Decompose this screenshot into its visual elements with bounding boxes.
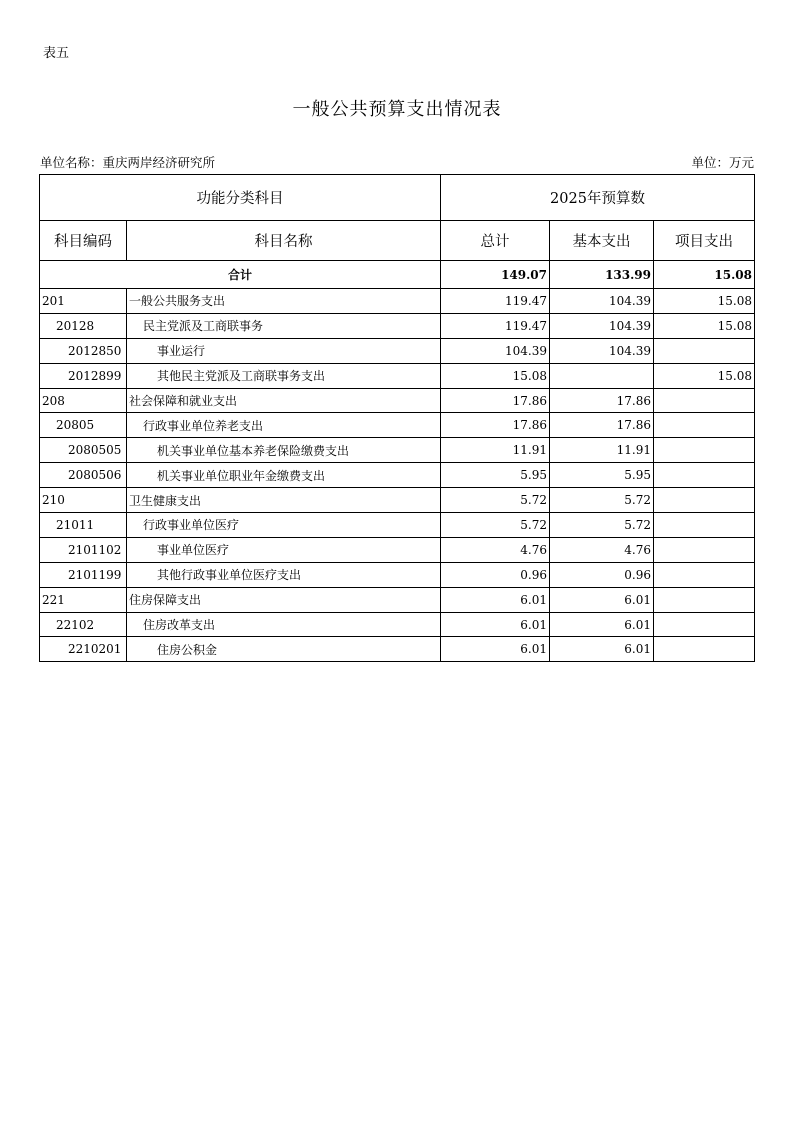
total-project: 15.08 <box>654 261 755 289</box>
row-project <box>654 637 755 662</box>
row-basic: 0.96 <box>550 562 654 587</box>
row-code: 201 <box>40 289 127 314</box>
row-basic <box>550 363 654 388</box>
budget-table <box>39 174 755 662</box>
row-name: 其他行政事业单位医疗支出 <box>127 562 441 587</box>
table-row <box>40 537 755 562</box>
row-name: 民主党派及工商联事务 <box>127 313 441 338</box>
row-code: 20128 <box>40 313 127 338</box>
table-row <box>40 313 755 338</box>
row-name: 事业运行 <box>127 338 441 363</box>
row-name: 机关事业单位职业年金缴费支出 <box>127 463 441 488</box>
header-project: 项目支出 <box>654 221 755 261</box>
row-name: 社会保障和就业支出 <box>127 388 441 413</box>
header-name: 科目名称 <box>127 221 441 261</box>
row-basic: 6.01 <box>550 637 654 662</box>
header-row-2 <box>40 221 755 261</box>
row-total: 5.95 <box>441 463 550 488</box>
table-row <box>40 363 755 388</box>
total-row <box>40 261 755 289</box>
table-row <box>40 587 755 612</box>
header-category: 功能分类科目 <box>40 175 441 221</box>
table-row <box>40 413 755 438</box>
row-total: 17.86 <box>441 413 550 438</box>
row-name: 事业单位医疗 <box>127 537 441 562</box>
row-code: 221 <box>40 587 127 612</box>
total-label: 合计 <box>40 261 441 289</box>
row-project <box>654 488 755 513</box>
row-name: 行政事业单位养老支出 <box>127 413 441 438</box>
row-project <box>654 537 755 562</box>
row-project <box>654 587 755 612</box>
page-title: 一般公共预算支出情况表 <box>292 99 502 120</box>
row-total: 5.72 <box>441 488 550 513</box>
row-total: 119.47 <box>441 289 550 314</box>
row-name: 行政事业单位医疗 <box>127 513 441 538</box>
row-code: 2080506 <box>40 463 127 488</box>
row-basic: 5.95 <box>550 463 654 488</box>
row-total: 6.01 <box>441 587 550 612</box>
row-project <box>654 562 755 587</box>
row-basic: 104.39 <box>550 289 654 314</box>
row-code: 2210201 <box>40 637 127 662</box>
row-name: 其他民主党派及工商联事务支出 <box>127 363 441 388</box>
row-code: 210 <box>40 488 127 513</box>
table-row <box>40 488 755 513</box>
row-project: 15.08 <box>654 363 755 388</box>
table-label: 表五 <box>43 46 70 61</box>
table-row <box>40 438 755 463</box>
meta-row <box>40 153 754 171</box>
row-total: 104.39 <box>441 338 550 363</box>
row-total: 0.96 <box>441 562 550 587</box>
row-basic: 4.76 <box>550 537 654 562</box>
table-row <box>40 388 755 413</box>
row-code: 2080505 <box>40 438 127 463</box>
row-basic: 5.72 <box>550 488 654 513</box>
row-code: 21011 <box>40 513 127 538</box>
header-basic: 基本支出 <box>550 221 654 261</box>
row-basic: 11.91 <box>550 438 654 463</box>
row-name: 机关事业单位基本养老保险缴费支出 <box>127 438 441 463</box>
header-budget-year: 2025年预算数 <box>441 175 755 221</box>
table-row <box>40 637 755 662</box>
row-basic: 17.86 <box>550 413 654 438</box>
row-name: 卫生健康支出 <box>127 488 441 513</box>
row-basic: 104.39 <box>550 338 654 363</box>
row-name: 一般公共服务支出 <box>127 289 441 314</box>
row-project <box>654 463 755 488</box>
row-code: 2012899 <box>40 363 127 388</box>
row-code: 2101199 <box>40 562 127 587</box>
row-project <box>654 388 755 413</box>
table-row <box>40 513 755 538</box>
row-total: 119.47 <box>441 313 550 338</box>
row-basic: 17.86 <box>550 388 654 413</box>
total-basic: 133.99 <box>550 261 654 289</box>
header-row-1 <box>40 175 755 221</box>
table-row <box>40 612 755 637</box>
header-total: 总计 <box>441 221 550 261</box>
row-name: 住房改革支出 <box>127 612 441 637</box>
row-project <box>654 438 755 463</box>
row-basic: 5.72 <box>550 513 654 538</box>
row-project: 15.08 <box>654 289 755 314</box>
row-basic: 6.01 <box>550 587 654 612</box>
row-code: 22102 <box>40 612 127 637</box>
row-code: 2101102 <box>40 537 127 562</box>
row-name: 住房公积金 <box>127 637 441 662</box>
row-project <box>654 513 755 538</box>
row-code: 20805 <box>40 413 127 438</box>
table-row <box>40 338 755 363</box>
row-project <box>654 413 755 438</box>
header-code: 科目编码 <box>40 221 127 261</box>
row-total: 5.72 <box>441 513 550 538</box>
row-basic: 6.01 <box>550 612 654 637</box>
row-total: 17.86 <box>441 388 550 413</box>
row-basic: 104.39 <box>550 313 654 338</box>
table-row <box>40 562 755 587</box>
unit-name: 单位名称：重庆两岸经济研究所 <box>40 155 216 170</box>
row-project <box>654 338 755 363</box>
table-row <box>40 289 755 314</box>
row-total: 6.01 <box>441 612 550 637</box>
row-total: 15.08 <box>441 363 550 388</box>
unit-label: 单位：万元 <box>691 155 754 170</box>
row-code: 2012850 <box>40 338 127 363</box>
row-total: 11.91 <box>441 438 550 463</box>
table-row <box>40 463 755 488</box>
total-total: 149.07 <box>441 261 550 289</box>
row-total: 4.76 <box>441 537 550 562</box>
row-name: 住房保障支出 <box>127 587 441 612</box>
row-code: 208 <box>40 388 127 413</box>
row-project <box>654 612 755 637</box>
row-project: 15.08 <box>654 313 755 338</box>
row-total: 6.01 <box>441 637 550 662</box>
